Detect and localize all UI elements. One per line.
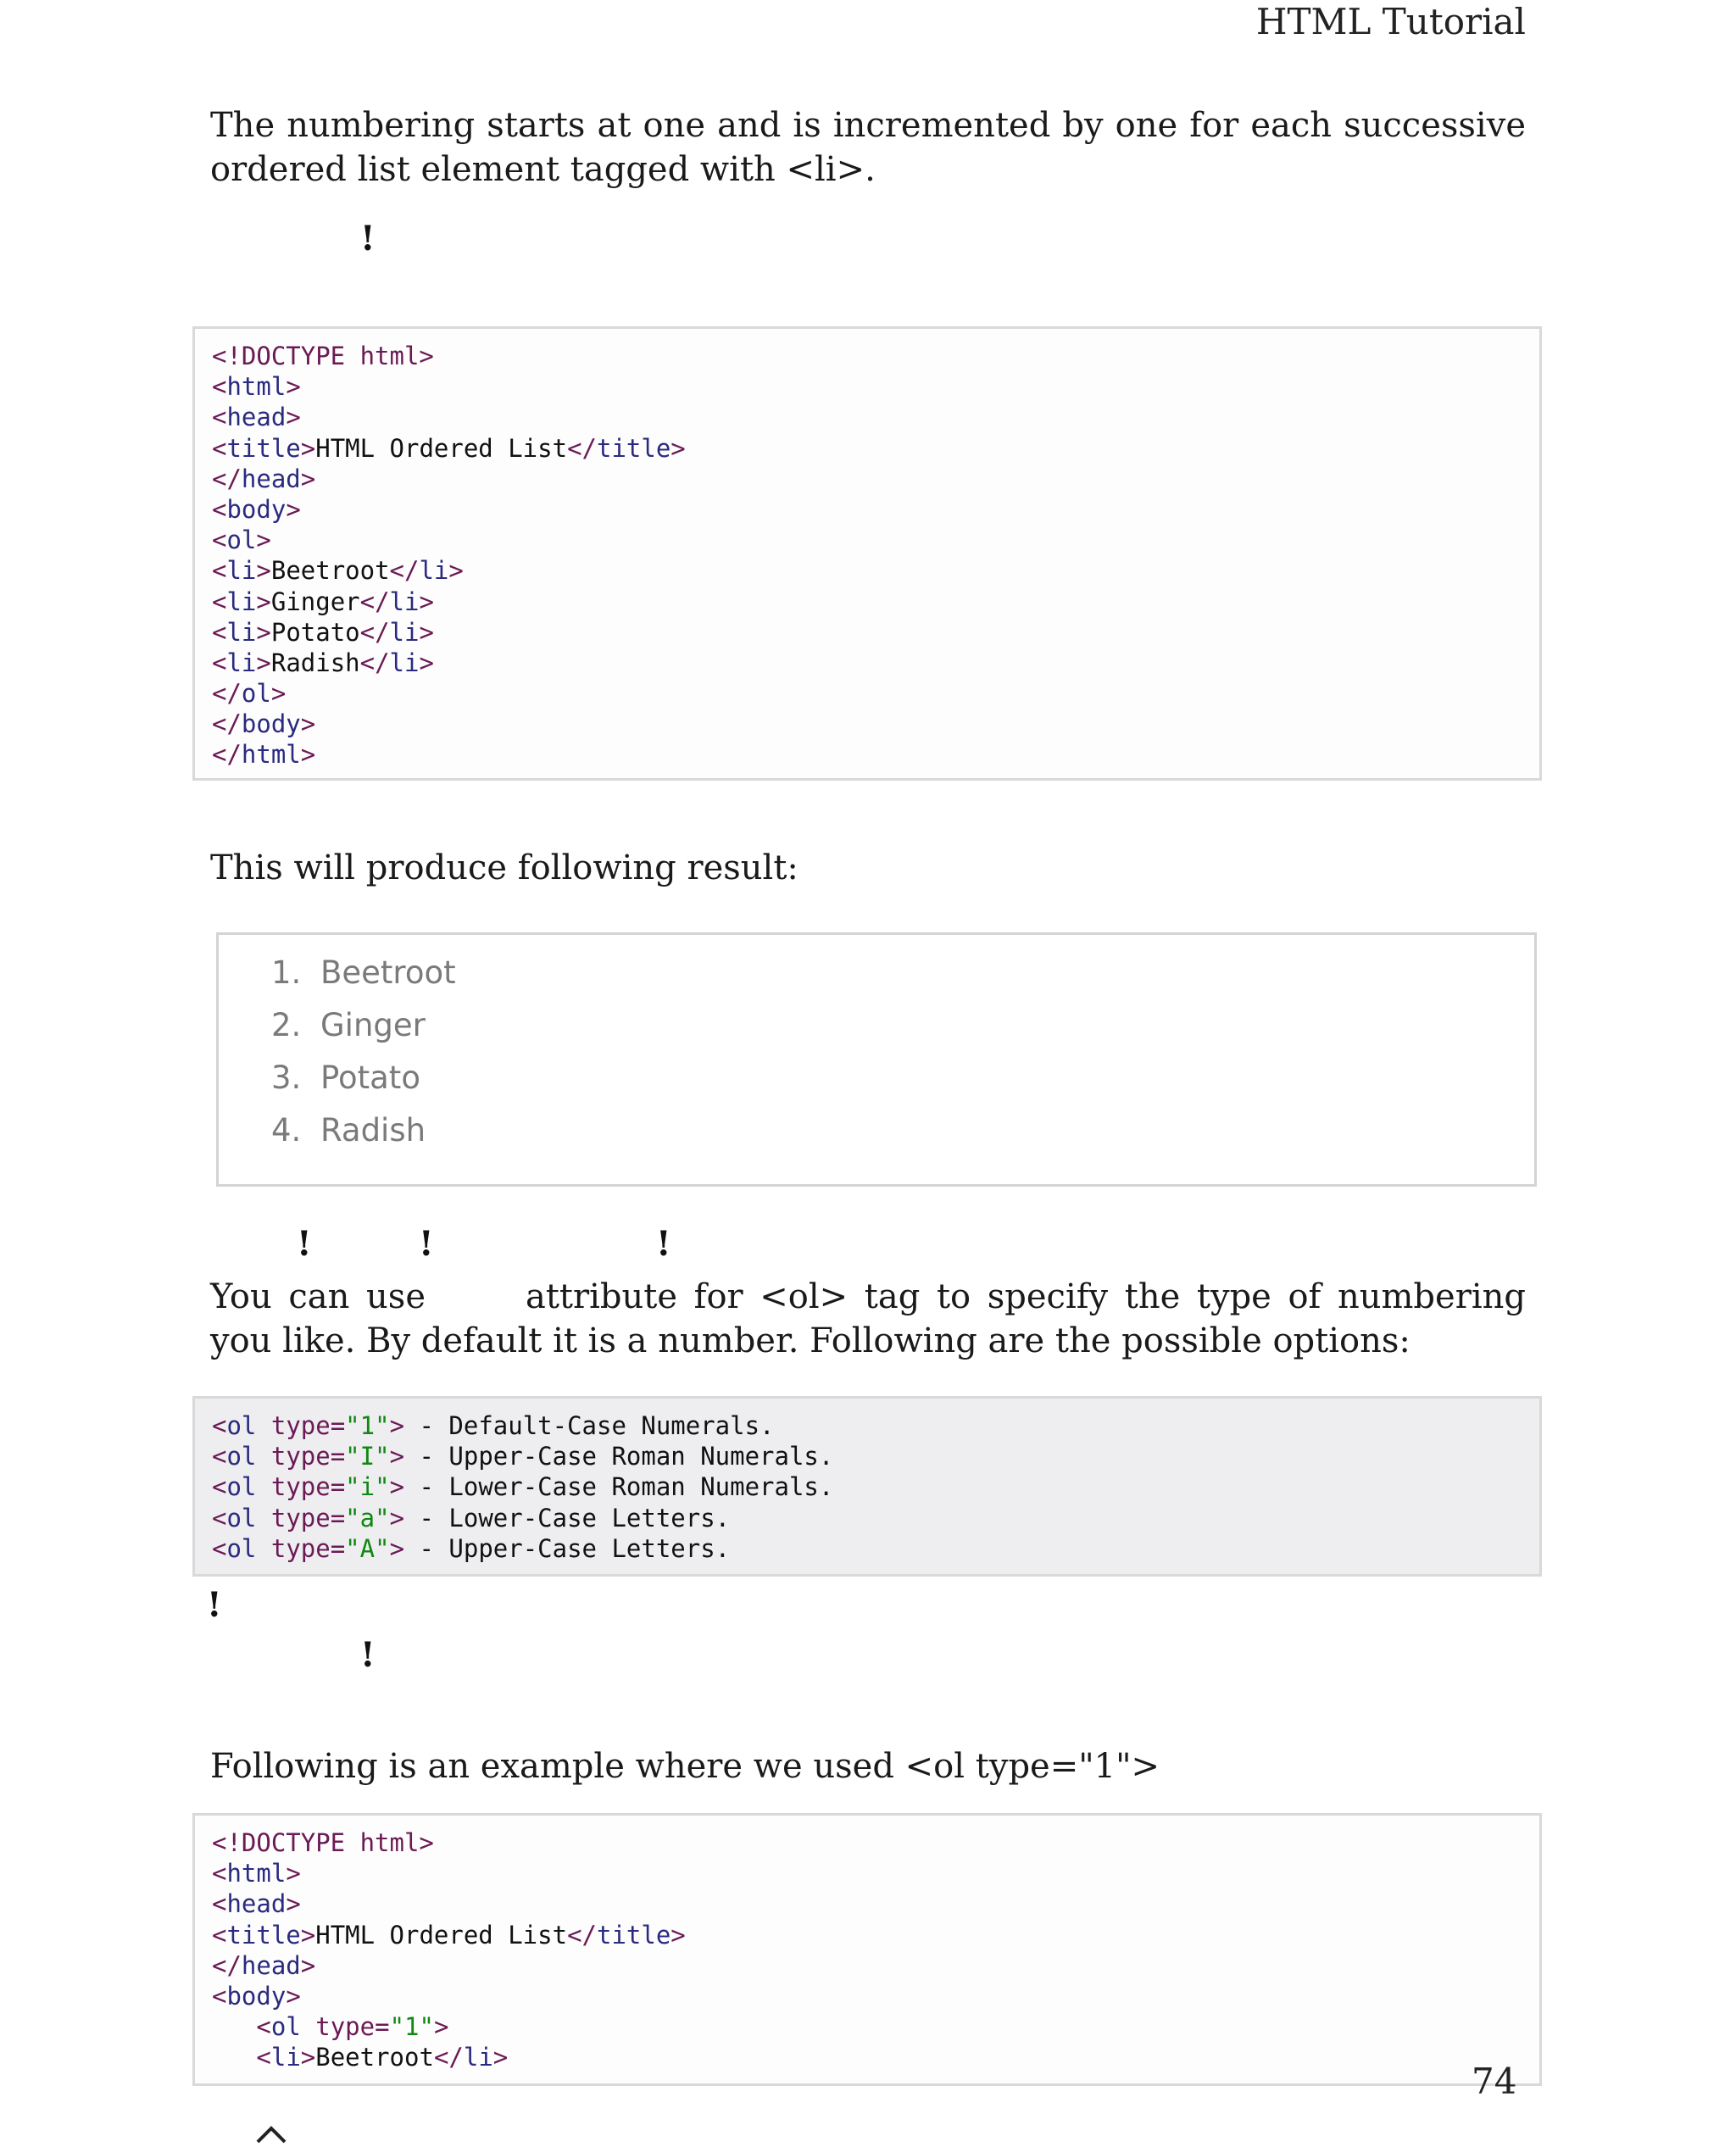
code-token-tag: < <box>256 2012 271 2042</box>
list-item-number: 4. <box>271 1112 302 1149</box>
list-item-number: 2. <box>271 1007 302 1043</box>
code-token-plain: - Upper-Case Letters. <box>404 1533 731 1563</box>
code-token-tag: </ <box>433 2043 464 2072</box>
code-token-tag: > <box>300 433 316 463</box>
code-line <box>212 433 686 464</box>
code-line <box>212 1858 686 1888</box>
code-type-options <box>192 1396 1542 1577</box>
code-token-tag: < <box>212 1533 227 1563</box>
code-token-attr: type <box>270 1411 331 1440</box>
code-token-tagname: body <box>226 1981 287 2011</box>
code-token-tag: > <box>670 433 686 463</box>
code-token-tag: < <box>212 1442 227 1471</box>
code-line <box>212 464 686 494</box>
code-token-tag: = <box>330 1472 346 1502</box>
code-token-tag: > <box>389 1442 405 1471</box>
code-token-str: "1" <box>345 1411 390 1440</box>
list-item <box>271 1052 456 1104</box>
code-token-plain <box>256 1504 270 1532</box>
code-token-tagname: li <box>419 556 449 586</box>
code-token-tag: > <box>286 1859 301 1888</box>
code-token-plain <box>256 1534 270 1563</box>
code-token-tag: < <box>212 494 227 524</box>
code-token-tag: > <box>419 587 434 616</box>
code-token-tag: > <box>419 617 434 647</box>
code-token-tag: = <box>330 1411 346 1440</box>
missing-glyph-mark: ! <box>360 1635 376 1675</box>
code-token-tagname: li <box>226 587 257 616</box>
code-token-tagname: body <box>241 709 301 739</box>
code-token-tag: <!DOCTYPE html> <box>212 1828 434 1857</box>
code-line <box>212 739 686 770</box>
list-item-number: 1. <box>271 954 302 991</box>
code-line <box>212 2042 686 2072</box>
code-token-attr: type <box>270 1503 331 1532</box>
type-text-before: You can use <box>210 1277 426 1316</box>
code-line <box>212 617 686 648</box>
missing-glyph-mark: ! <box>297 1224 312 1264</box>
code-line <box>212 371 686 402</box>
code-token-tagname: title <box>226 1920 301 1950</box>
code-token-tag: > <box>286 1889 301 1919</box>
code-token-str: "i" <box>345 1472 390 1502</box>
code-token-tagname: body <box>226 494 287 524</box>
code-lines <box>212 341 686 770</box>
code-line <box>212 494 686 525</box>
code-token-tagname: li <box>389 648 420 677</box>
code-token-attr: type <box>270 1442 331 1471</box>
code-token-tag: </ <box>359 587 390 616</box>
code-token-tag: < <box>212 1859 227 1888</box>
list-item <box>271 947 456 999</box>
code-token-plain: HTML Ordered List <box>315 1920 568 1950</box>
code-lines <box>212 1827 686 2073</box>
code-token-str: "I" <box>345 1442 390 1471</box>
code-token-tag: > <box>389 1533 405 1563</box>
code-token-tag: > <box>433 2012 449 2042</box>
code-token-tag: < <box>212 1981 227 2011</box>
code-token-tag: < <box>212 403 227 432</box>
code-token-tagname: head <box>226 1889 287 1919</box>
code-line <box>212 678 686 709</box>
code-line <box>212 1920 686 1950</box>
code-token-tag: > <box>286 403 301 432</box>
missing-glyph-mark: ! <box>419 1224 434 1264</box>
code-token-tag: = <box>330 1533 346 1563</box>
code-token-tag: > <box>256 556 271 586</box>
code-token-tag: < <box>212 1503 227 1532</box>
code-token-tagname: ol <box>226 1411 257 1440</box>
code-line <box>212 1888 686 1919</box>
code-token-tag: > <box>286 372 301 402</box>
code-token-tag: > <box>419 648 434 677</box>
code-token-tag: > <box>300 1920 316 1950</box>
code-token-tag: </ <box>359 617 390 647</box>
code-token-plain: Beetroot <box>315 2043 434 2072</box>
code-token-tag: > <box>389 1503 405 1532</box>
code-line <box>212 1827 686 1858</box>
code-token-tag: < <box>212 1920 227 1950</box>
code-token-tag: < <box>212 556 227 586</box>
code-token-tag: < <box>212 1472 227 1502</box>
code-token-tag: > <box>389 1472 405 1502</box>
code-token-plain <box>256 1411 270 1440</box>
code-line <box>212 709 686 739</box>
code-token-plain: - Lower-Case Letters. <box>404 1503 731 1532</box>
code-token-tagname: li <box>389 587 420 616</box>
code-token-tagname: ol <box>226 1503 257 1532</box>
code-token-tagname: li <box>226 556 257 586</box>
example-intro-text: Following is an example where we used <ol type="1"> <box>210 1747 1160 1786</box>
code-token-tag: < <box>212 1411 227 1440</box>
code-token-tag: </ <box>567 433 597 463</box>
code-token-tag: = <box>375 2012 390 2042</box>
code-token-tag: > <box>300 464 316 493</box>
code-token-tagname: ol <box>226 1533 257 1563</box>
code-token-tagname: li <box>270 2043 301 2072</box>
code-token-tag: > <box>256 587 271 616</box>
code-token-tag: < <box>212 1889 227 1919</box>
list-item-number: 3. <box>271 1060 302 1096</box>
code-token-tag: > <box>300 2043 316 2072</box>
code-token-plain: Ginger <box>270 587 360 616</box>
page-number: 74 <box>1472 2061 1517 2102</box>
code-token-tagname: li <box>226 648 257 677</box>
code-token-plain: Beetroot <box>270 556 390 586</box>
code-token-tag: > <box>256 526 271 555</box>
code-token-tag: < <box>256 2043 271 2072</box>
code-line <box>212 648 686 678</box>
code-token-tagname: li <box>463 2043 493 2072</box>
code-token-plain: - Upper-Case Roman Numerals. <box>404 1442 834 1471</box>
chevron-up-icon <box>254 2122 288 2147</box>
code-example-ol-type <box>192 1813 1542 2086</box>
code-token-tag: > <box>270 679 287 709</box>
code-token-tagname: ol <box>226 1442 257 1471</box>
missing-glyph-mark: ! <box>360 219 376 259</box>
code-token-tagname: html <box>241 740 301 770</box>
code-token-plain <box>212 2043 256 2072</box>
code-token-plain <box>212 2012 256 2041</box>
type-attribute-paragraph <box>210 1275 1526 1363</box>
code-token-attr: type <box>270 1533 331 1563</box>
code-token-tag: > <box>300 1950 316 1980</box>
code-token-plain: Radish <box>270 648 360 677</box>
type-text-after: attribute for <ol> tag to specify the type of numbering you like. By default it is a number. Following are the possible options: <box>210 1277 1526 1360</box>
code-token-str: "1" <box>389 2012 434 2042</box>
intro-paragraph: The numbering starts at one and is incremented by one for each successive ordered list element tagged with <li>. <box>210 106 1526 189</box>
code-token-tagname: head <box>226 403 287 432</box>
code-token-tagname: html <box>226 1859 287 1888</box>
code-token-tag: </ <box>212 740 242 770</box>
code-token-tag: > <box>300 709 316 739</box>
code-line <box>212 1471 833 1502</box>
code-token-tag: > <box>256 648 271 677</box>
code-token-tagname: li <box>226 617 257 647</box>
code-token-tag: </ <box>359 648 390 677</box>
list-item-label: Potato <box>320 1060 420 1096</box>
code-token-tagname: ol <box>226 526 257 555</box>
result-ordered-list <box>271 947 456 1157</box>
code-token-plain: - Lower-Case Roman Numerals. <box>404 1472 834 1502</box>
code-token-tag: < <box>212 648 227 677</box>
code-token-tag: </ <box>567 1920 597 1950</box>
code-token-tagname: li <box>389 617 420 647</box>
code-line <box>212 341 686 371</box>
code-token-plain: - Default-Case Numerals. <box>404 1411 775 1440</box>
code-token-tag: <!DOCTYPE html> <box>212 342 434 370</box>
result-intro-text: This will produce following result: <box>210 848 798 887</box>
list-item <box>271 1104 456 1157</box>
code-line <box>212 1441 833 1471</box>
code-token-tagname: title <box>226 433 301 463</box>
code-lines <box>212 1410 833 1564</box>
list-item-label: Radish <box>320 1112 426 1149</box>
code-line <box>212 1950 686 1981</box>
code-line <box>212 1410 833 1441</box>
code-token-str: "A" <box>345 1533 390 1563</box>
code-token-tag: > <box>492 2043 509 2072</box>
code-token-tagname: head <box>241 1950 301 1980</box>
code-token-plain <box>256 1442 270 1471</box>
list-item-label: Beetroot <box>320 954 456 991</box>
running-header-title: HTML Tutorial <box>1255 1 1526 42</box>
missing-glyph-mark: ! <box>656 1224 671 1264</box>
code-line <box>212 1981 686 2011</box>
code-token-plain: Potato <box>270 617 360 647</box>
code-token-tag: = <box>330 1503 346 1532</box>
code-token-plain <box>301 2012 315 2041</box>
code-token-tagname: title <box>596 433 671 463</box>
code-token-tag: > <box>389 1411 405 1440</box>
code-token-tag: > <box>300 740 316 770</box>
code-line <box>212 525 686 555</box>
code-line <box>212 1533 833 1564</box>
code-token-plain <box>256 1472 270 1501</box>
code-example-ordered-list <box>192 326 1542 781</box>
missing-glyph-mark: ! <box>207 1585 222 1625</box>
code-line <box>212 555 686 586</box>
code-token-tag: < <box>212 433 227 463</box>
code-token-attr: type <box>315 2012 376 2042</box>
code-token-tag: > <box>448 556 464 586</box>
code-token-attr: type <box>270 1472 331 1502</box>
code-token-tagname: title <box>596 1920 671 1950</box>
code-line <box>212 587 686 617</box>
code-token-tagname: ol <box>226 1472 257 1502</box>
code-token-tag: </ <box>212 464 242 493</box>
code-token-tagname: ol <box>241 679 271 709</box>
code-token-tag: < <box>212 617 227 647</box>
code-token-tag: > <box>286 494 301 524</box>
code-token-tag: > <box>670 1920 686 1950</box>
code-token-tag: </ <box>212 1950 242 1980</box>
code-token-tag: < <box>212 526 227 555</box>
code-token-tagname: html <box>226 372 287 402</box>
code-token-tag: > <box>256 617 271 647</box>
code-line <box>212 2011 686 2042</box>
code-token-tag: > <box>286 1981 301 2011</box>
code-token-tag: = <box>330 1442 346 1471</box>
code-token-tagname: ol <box>270 2012 301 2042</box>
code-token-tagname: head <box>241 464 301 493</box>
code-line <box>212 1503 833 1533</box>
code-token-str: "a" <box>345 1503 390 1532</box>
rendered-result-box <box>216 932 1537 1187</box>
code-line <box>212 402 686 432</box>
code-token-tag: </ <box>212 679 242 709</box>
code-token-tag: < <box>212 587 227 616</box>
list-item <box>271 999 456 1052</box>
list-item-label: Ginger <box>320 1007 426 1043</box>
code-token-tag: < <box>212 372 227 402</box>
code-token-plain: HTML Ordered List <box>315 433 568 463</box>
code-token-tag: </ <box>389 556 420 586</box>
code-token-tag: </ <box>212 709 242 739</box>
